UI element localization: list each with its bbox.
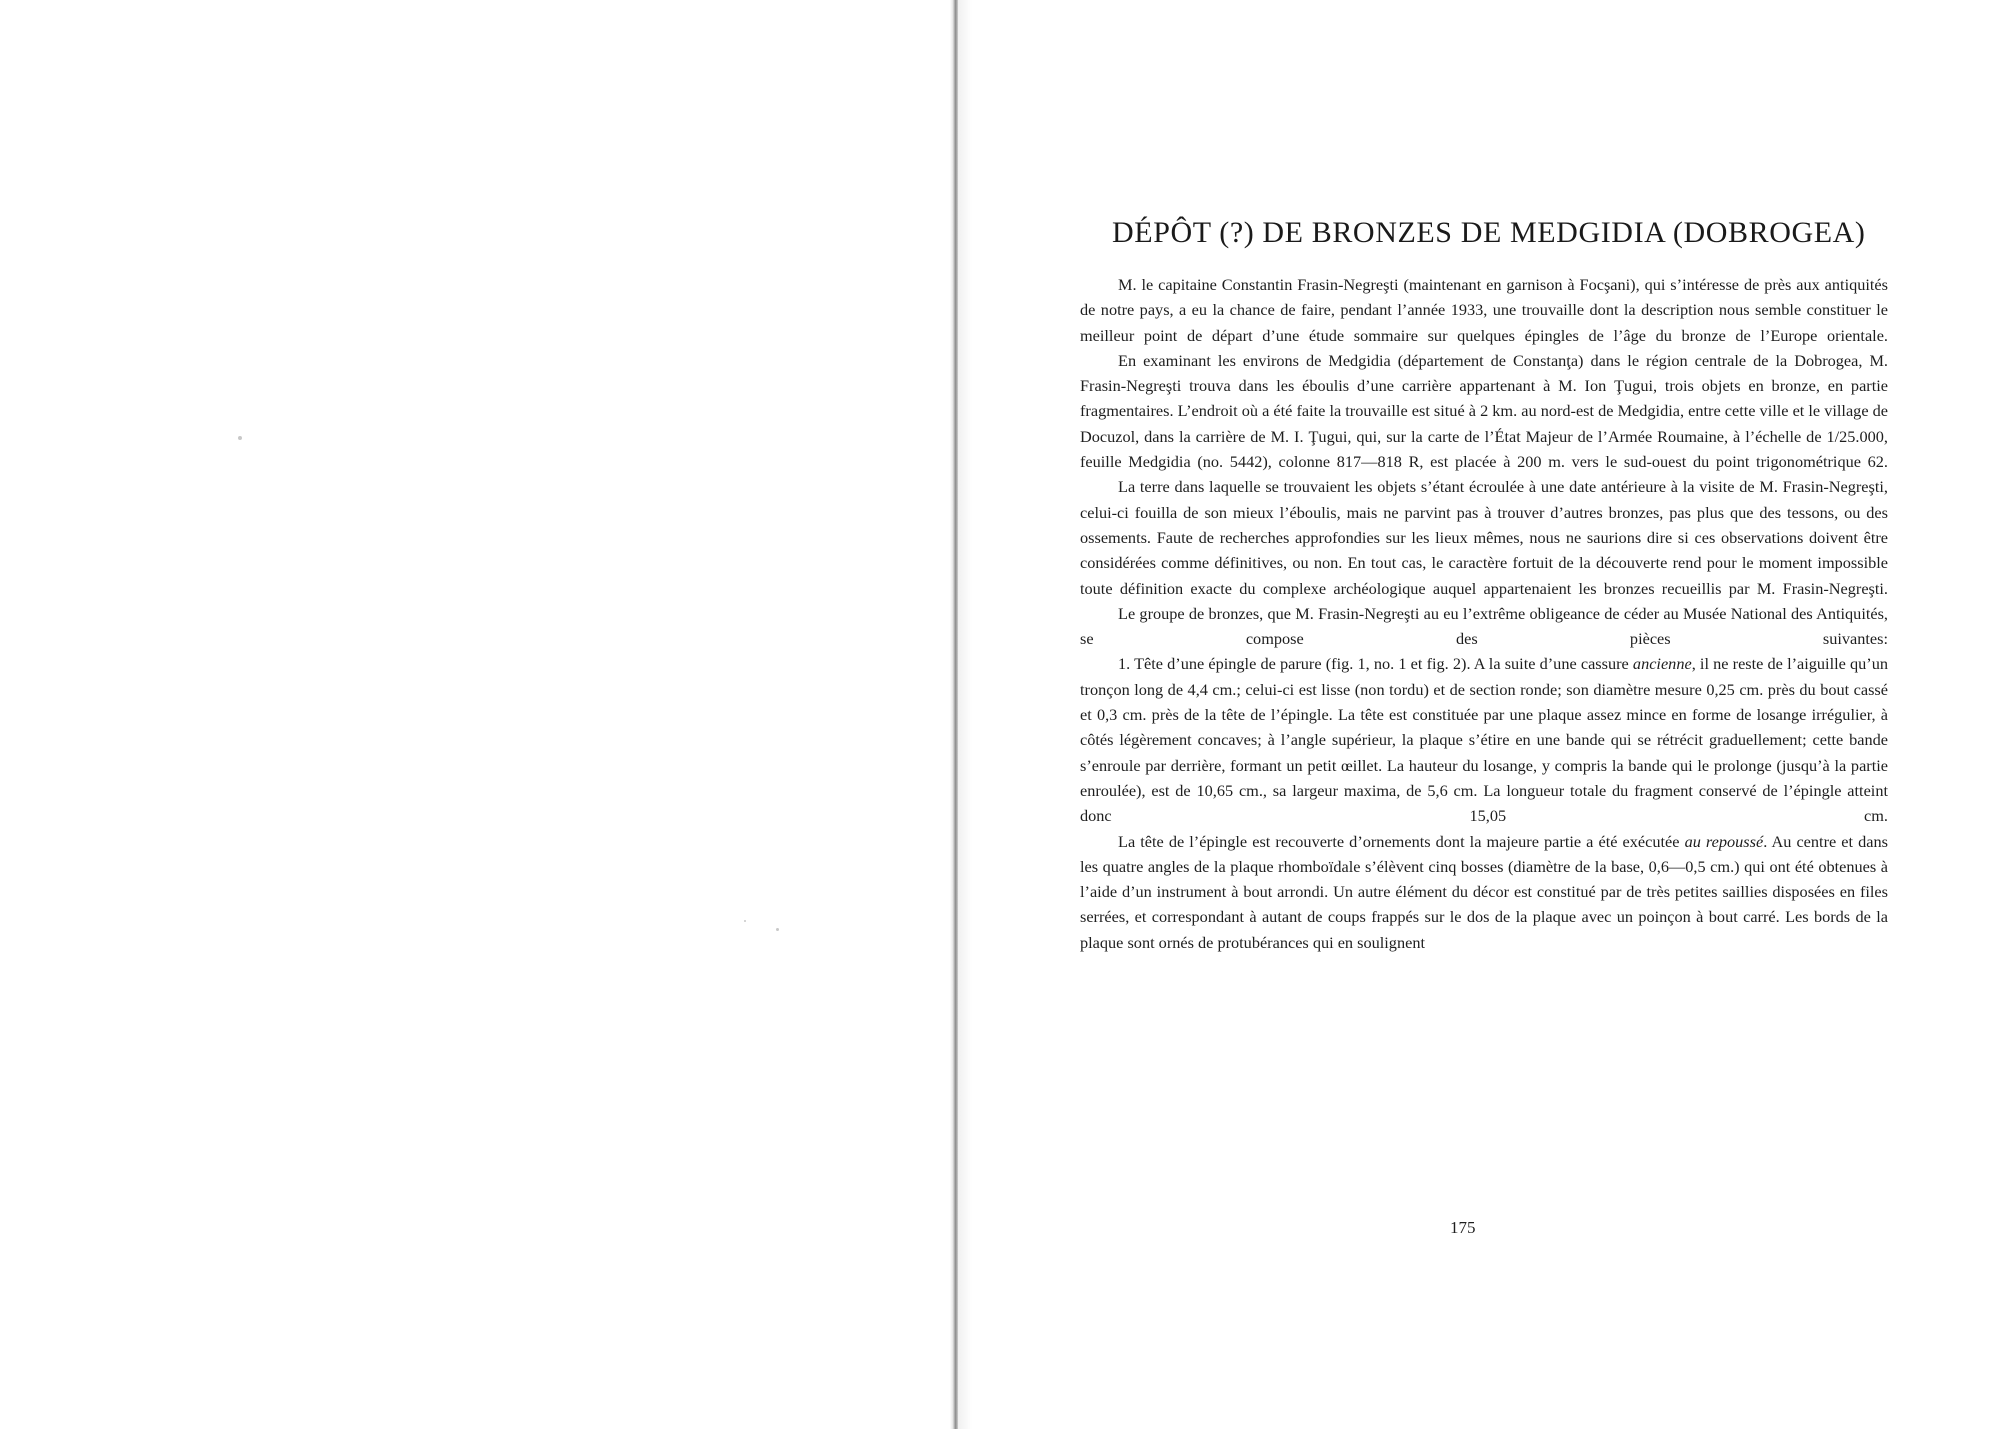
paper-speck: [238, 436, 242, 440]
paper-speck: [776, 928, 779, 931]
left-blank-page: [0, 0, 952, 1429]
paragraph-location: En examinant les environs de Medgidia (département de Constanţa) dans le région centrale de la Dobrogea, M. Frasin-Negreşti trouva dans les éboulis d’une carrière appartenant à M. Ion Ţugui, trois objets en bronze, en partie fragmentaires. L’endroit où a été faite la trouvaille est situé à 2 km. au nord-est de Medgidia, entre cette ville et le village de Docuzol, dans la carrière de M. I. Ţugui, qui, sur la carte de l’État Majeur de l’Armée Roumaine, à l’échelle de 1/25.000, feuille Medgidia (no. 5442), colonne 817—818 R, est placée à 200 m. vers le sud-ouest du point trigonométrique 62.: [1080, 350, 1888, 472]
page-number: 175: [1450, 1218, 1476, 1237]
article-body: [1080, 272, 1888, 955]
paragraph-pin-head: 1. Tête d’une épingle de parure (fig. 1, no. 1 et fig. 2). A la suite d’une cassure ancienne, il ne reste de l’aiguille qu’un tronçon long de 4,4 cm.; celui-ci est lisse (non tordu) et de section ronde; son diamètre mesure 0,25 cm. près du bout cassé et 0,3 cm. près de la tête de l’épingle. La tête est constituée par une plaque assez mince en forme de losange irrégulier, à côtés légèrement concaves; à l’angle supérieur, la plaque s’étire en une bande qui se rétrécit graduellement; cette bande s’enroule par derrière, formant un petit œillet. La hauteur du losange, y compris la bande qui le prolonge (jusqu’à la partie enroulée), est de 10,65 cm., sa largeur maxima, de 5,6 cm. La longueur totale du fragment conservé de l’épingle atteint donc 15,05 cm.: [1080, 654, 1888, 826]
paragraph-group: Le groupe de bronzes, que M. Frasin-Negreşti au eu l’extrême obligeance de céder au Musée National des Antiquités, se compose des pièces suivantes:: [1080, 603, 1888, 649]
book-gutter: [950, 0, 958, 1429]
paper-speck: [744, 920, 746, 922]
paragraph-ornaments: La tête de l’épingle est recouverte d’ornements dont la majeure partie a été exécutée au repoussé. Au centre et dans les quatre angles de la plaque rhomboïdale s’élèvent cinq bosses (diamètre de la base, 0,6—0,5 cm.) qui ont été obtenues à l’aide d’un instrument à bout arrondi. Un autre élément du décor est constitué par de très petites saillies disposées en files serrées, et correspondant à autant de coups frappés sur le dos de la plaque avec un poinçon à bout carré. Les bords de la plaque sont ornés de protubérances qui en soulignent: [1080, 831, 1888, 952]
article-title: DÉPÔT (?) DE BRONZES DE MEDGIDIA (DOBROGEA): [1112, 216, 1866, 249]
paragraph-excavation: La terre dans laquelle se trouvaient les objets s’étant écroulée à une date antérieure à la visite de M. Frasin-Negreşti, celui-ci fouilla de son mieux l’éboulis, mais ne parvint pas à trouver d’autres bronzes, pas plus que des tessons, ou des ossements. Faute de recherches approfondies sur les lieux mêmes, nous ne saurions dire si ces observations doivent être considérées comme définitives, ou non. En tout cas, le caractère fortuit de la découverte rend pour le moment impossible toute définition exacte du complexe archéologique auquel appartenaient les bronzes recueillis par M. Frasin-Negreşti.: [1080, 477, 1888, 598]
paragraph-intro: M. le capitaine Constantin Frasin-Negreşti (maintenant en garnison à Focşani), qui s’intéresse de près aux antiquités de notre pays, a eu la chance de faire, pendant l’année 1933, une trouvaille dont la description nous semble constituer le meilleur point de départ d’une étude sommaire sur quelques épingles de l’âge du bronze de l’Europe orientale.: [1080, 275, 1888, 345]
